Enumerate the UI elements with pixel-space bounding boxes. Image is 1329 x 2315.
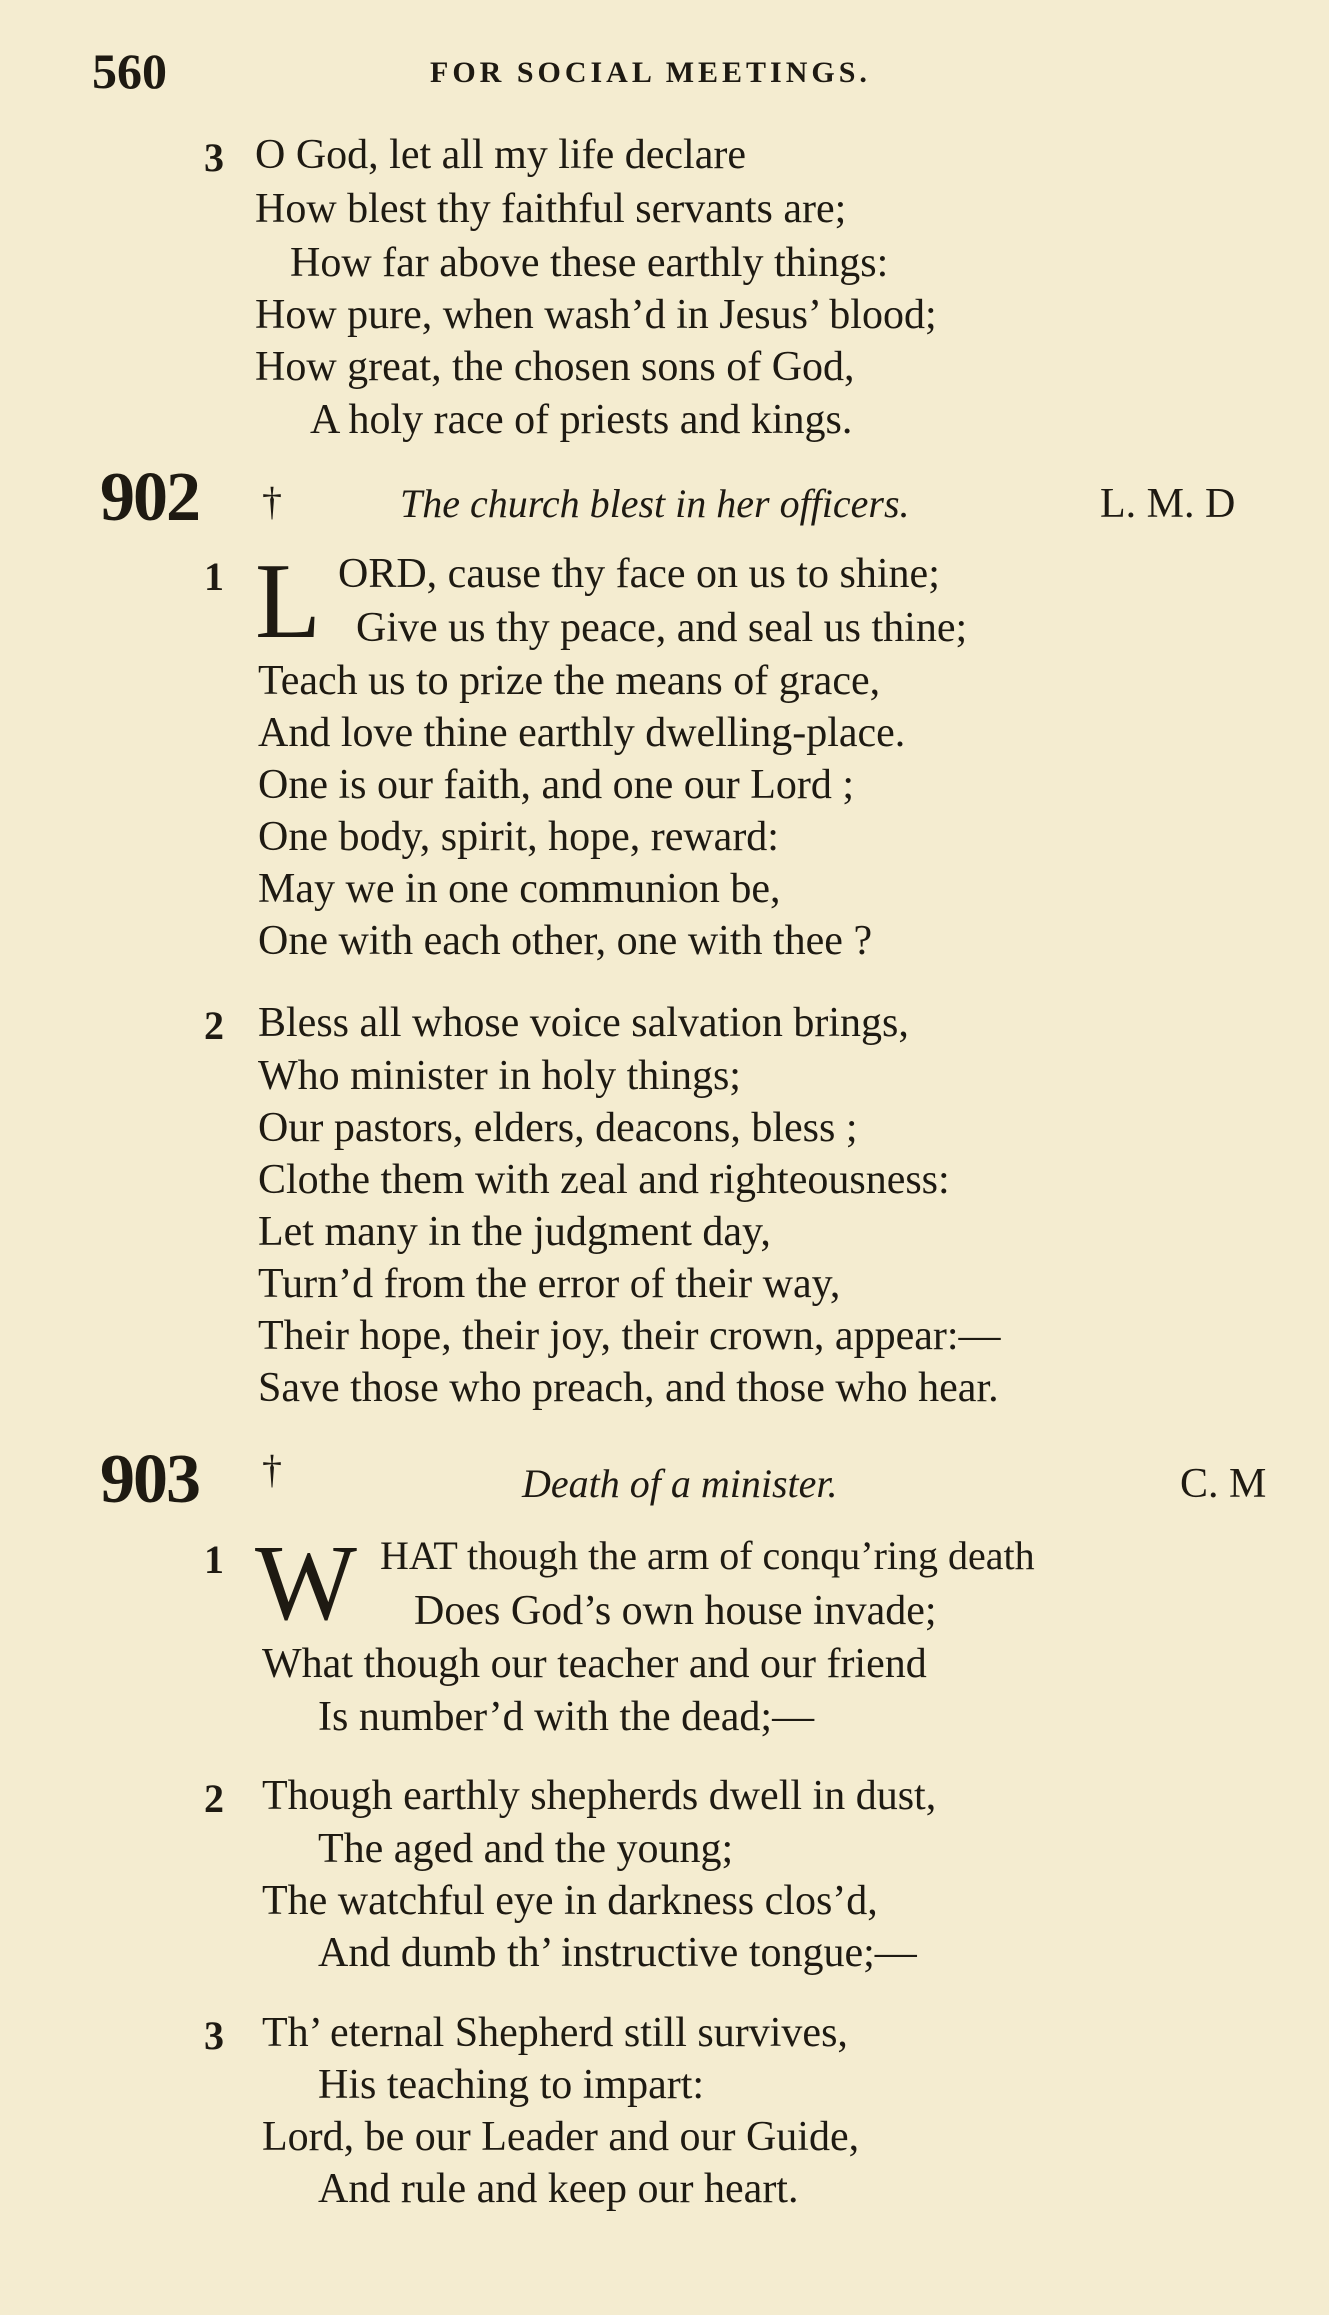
verse-line: ORD, cause thy face on us to shine; xyxy=(338,551,940,597)
dagger-mark: † xyxy=(262,479,282,524)
page-header xyxy=(0,42,1329,102)
verse-line: Clothe them with zeal and righteousness: xyxy=(258,1157,950,1203)
verse-line: One is our faith, and one our Lord ; xyxy=(258,762,855,808)
verse-line: Is number’d with the dead;— xyxy=(318,1694,815,1740)
hymn-title: The church blest in her officers. xyxy=(400,481,910,526)
verse-line: Bless all whose voice salvation brings, xyxy=(258,1000,909,1046)
verse-line: Th’ eternal Shepherd still survives, xyxy=(262,2010,848,2056)
stanza-number: 1 xyxy=(204,554,224,599)
verse-line: One body, spirit, hope, reward: xyxy=(258,814,779,860)
page-number: 560 xyxy=(92,43,167,99)
verse-line: Let many in the judgment day, xyxy=(258,1209,771,1255)
verse-line: And dumb th’ instructive tongue;— xyxy=(318,1930,917,1976)
verse-line: How great, the chosen sons of God, xyxy=(255,344,855,390)
running-head: FOR SOCIAL MEETINGS. xyxy=(430,56,871,89)
stanza-number: 2 xyxy=(204,1003,224,1048)
verse-line: How pure, when wash’d in Jesus’ blood; xyxy=(255,292,937,338)
verse-line: O God, let all my life declare xyxy=(255,132,746,178)
stanza-number: 3 xyxy=(204,135,224,180)
verse-line: What though our teacher and our friend xyxy=(262,1641,927,1687)
verse-line: Give us thy peace, and seal us thine; xyxy=(356,605,968,651)
verse-line: How far above these earthly things: xyxy=(290,240,889,286)
verse-line: Though earthly shepherds dwell in dust, xyxy=(262,1773,937,1819)
verse-line: Who minister in holy things; xyxy=(258,1053,741,1099)
stanza-number: 3 xyxy=(204,2013,224,2058)
verse-line: A holy race of priests and kings. xyxy=(310,397,853,443)
verse-line: Turn’d from the error of their way, xyxy=(258,1261,841,1307)
verse-line: And love thine earthly dwelling-place. xyxy=(258,710,906,756)
verse-line: His teaching to impart: xyxy=(318,2062,705,2108)
verse-line: And rule and keep our heart. xyxy=(318,2166,799,2212)
verse-line: Save those who preach, and those who hear. xyxy=(258,1365,999,1411)
verse-line: HAT though the arm of conqu’ring death xyxy=(380,1533,1035,1578)
verse-line: Does God’s own house invade; xyxy=(414,1588,937,1634)
hymn-meter: C. M xyxy=(1180,1461,1267,1507)
hymn-number: 903 xyxy=(100,1441,199,1518)
hymn-title: Death of a minister. xyxy=(522,1461,838,1506)
drop-cap: L xyxy=(255,542,321,661)
drop-cap: W xyxy=(255,1524,357,1643)
hymn-number: 902 xyxy=(100,459,199,536)
dagger-mark: † xyxy=(262,1447,282,1492)
hymn-meter: L. M. D xyxy=(1100,481,1236,527)
stanza-number: 1 xyxy=(204,1537,224,1582)
stanza-number: 2 xyxy=(204,1776,224,1821)
verse-line: Lord, be our Leader and our Guide, xyxy=(262,2114,860,2160)
verse-line: How blest thy faithful servants are; xyxy=(255,186,847,232)
hymn-903-heading xyxy=(0,1440,1329,1520)
verse-line: The watchful eye in darkness clos’d, xyxy=(262,1878,878,1924)
verse-line: Their hope, their joy, their crown, appear:— xyxy=(258,1313,1001,1359)
verse-line: May we in one communion be, xyxy=(258,866,781,912)
verse-line: Our pastors, elders, deacons, bless ; xyxy=(258,1105,858,1151)
verse-line: The aged and the young; xyxy=(318,1826,734,1872)
verse-line: One with each other, one with thee ? xyxy=(258,918,873,964)
hymn-902-heading xyxy=(0,458,1329,538)
verse-line: Teach us to prize the means of grace, xyxy=(258,658,881,704)
